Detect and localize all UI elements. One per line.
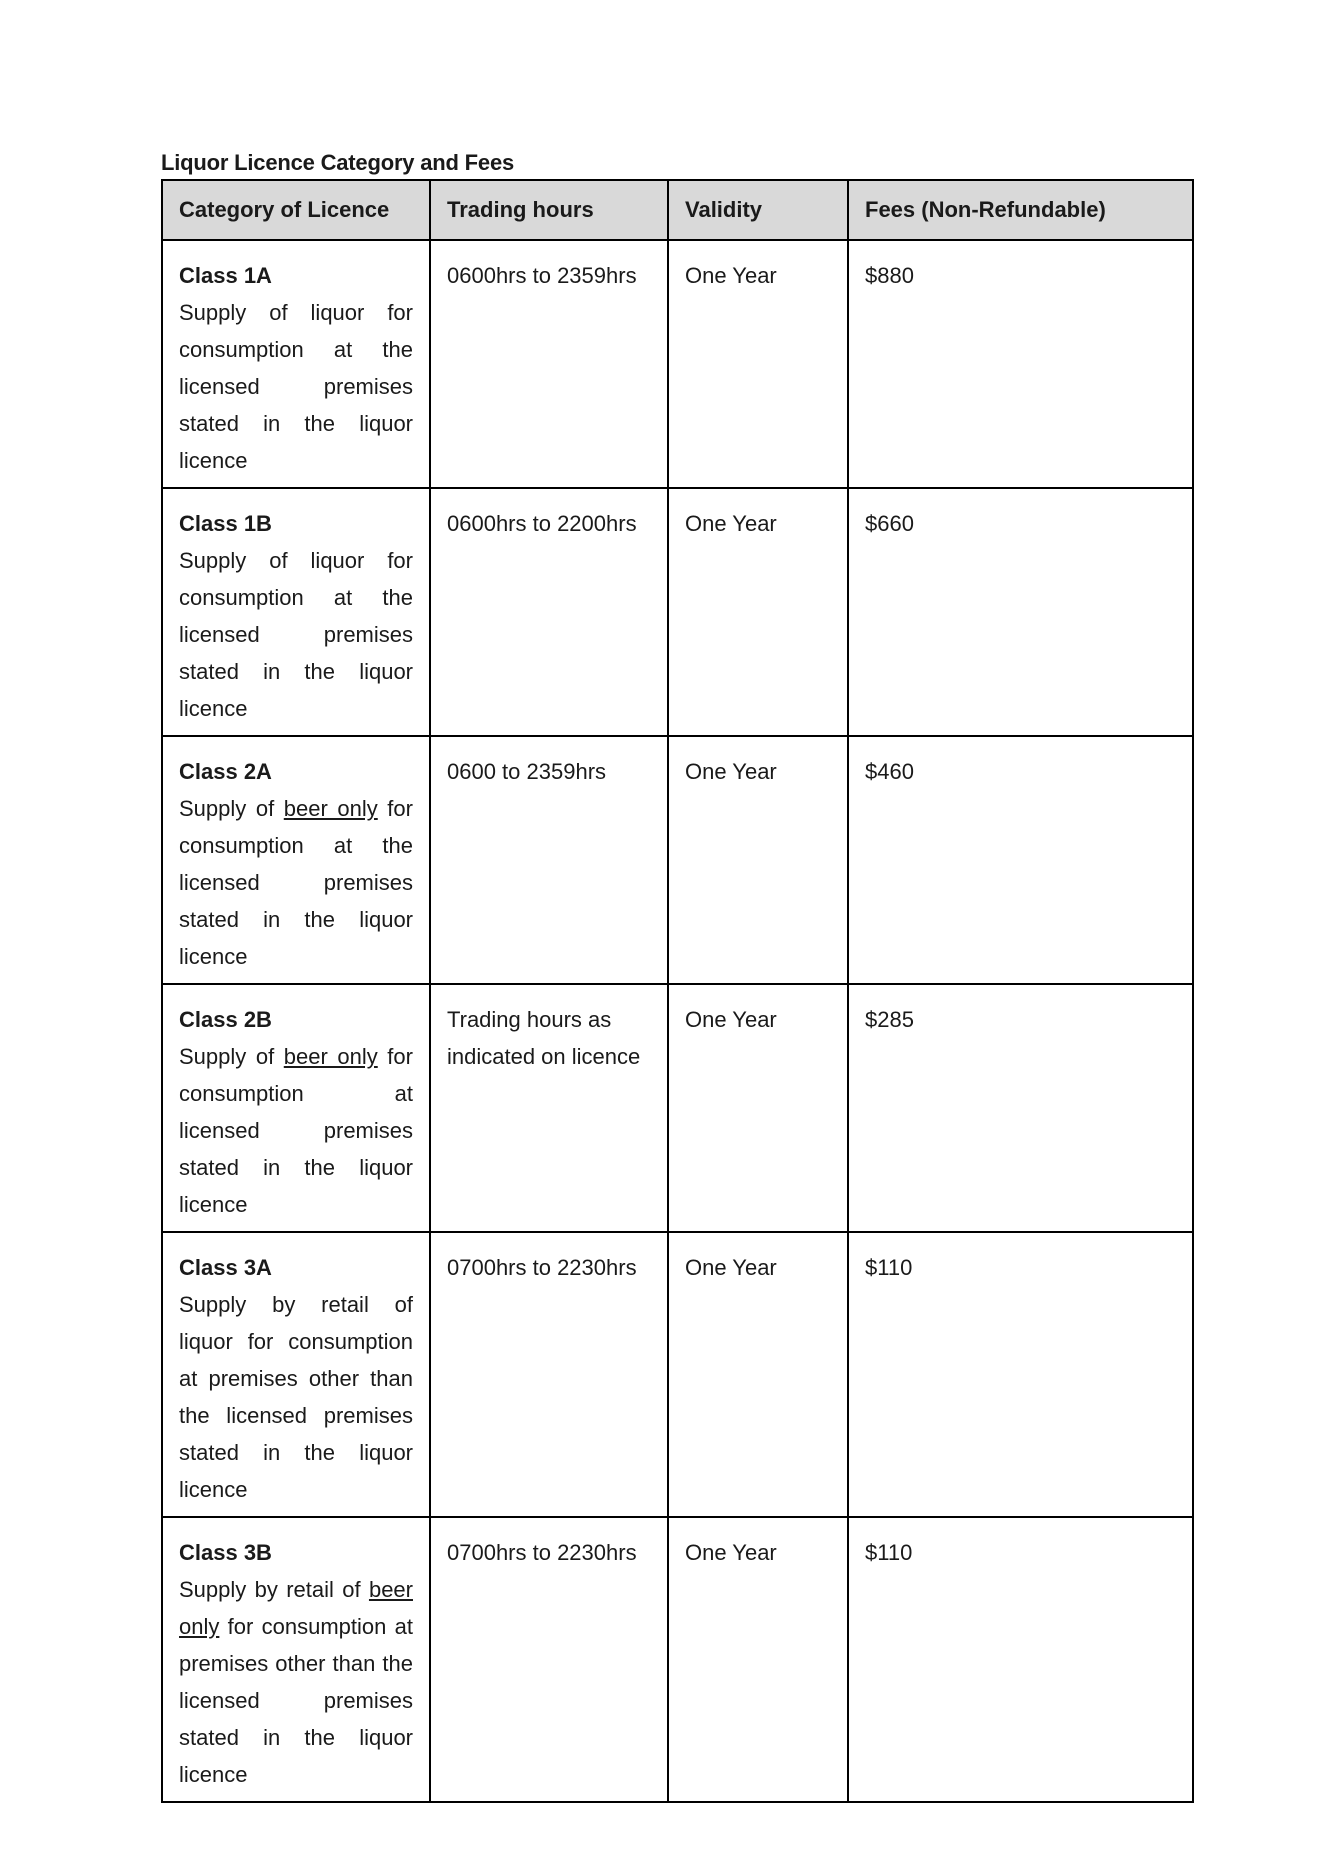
category-cell bbox=[162, 488, 430, 736]
category-cell bbox=[162, 240, 430, 488]
header-fees: Fees (Non-Refundable) bbox=[848, 180, 1193, 240]
trading-hours-cell: 0600 to 2359hrs bbox=[430, 736, 668, 984]
table-row bbox=[162, 1517, 1193, 1802]
desc-underlined: beer only bbox=[179, 1577, 413, 1639]
desc-underlined: beer only bbox=[283, 1044, 378, 1069]
desc-underlined: beer only bbox=[283, 796, 378, 821]
class-name: Class 2B bbox=[179, 1007, 272, 1032]
class-description bbox=[179, 1571, 413, 1793]
desc-text: Supply by retail of liquor for consumption at premises other than the licensed premises stated in the liquor licence bbox=[179, 1292, 413, 1502]
desc-text: Supply of liquor for consumption at the licensed premises stated in the liquor licence bbox=[179, 300, 413, 473]
fee-cell: $285 bbox=[848, 984, 1193, 1232]
class-name: Class 2A bbox=[179, 759, 272, 784]
desc-text-rest: for consumption at premises other than the licensed premises stated in the liquor licence bbox=[179, 1614, 413, 1787]
table-row bbox=[162, 240, 1193, 488]
trading-hours-cell: Trading hours as indicated on licence bbox=[430, 984, 668, 1232]
class-description bbox=[179, 294, 413, 479]
header-validity: Validity bbox=[668, 180, 848, 240]
fee-cell: $110 bbox=[848, 1517, 1193, 1802]
desc-text-rest: for consumption at the licensed premises stated in the liquor licence bbox=[179, 796, 413, 969]
table-row bbox=[162, 1232, 1193, 1517]
fee-cell: $880 bbox=[848, 240, 1193, 488]
header-row bbox=[162, 180, 1193, 240]
class-name: Class 3A bbox=[179, 1255, 272, 1280]
validity-cell: One Year bbox=[668, 984, 848, 1232]
fee-cell: $660 bbox=[848, 488, 1193, 736]
class-description bbox=[179, 1038, 413, 1223]
desc-text-rest: for consumption at licensed premises stated in the liquor licence bbox=[179, 1044, 413, 1217]
fee-cell: $460 bbox=[848, 736, 1193, 984]
trading-hours-cell: 0700hrs to 2230hrs bbox=[430, 1232, 668, 1517]
category-cell bbox=[162, 984, 430, 1232]
class-description bbox=[179, 790, 413, 975]
table-body bbox=[162, 240, 1193, 1802]
validity-cell: One Year bbox=[668, 1232, 848, 1517]
desc-text: Supply by retail of bbox=[179, 1577, 369, 1602]
fee-cell: $110 bbox=[848, 1232, 1193, 1517]
table-row bbox=[162, 984, 1193, 1232]
validity-cell: One Year bbox=[668, 488, 848, 736]
licence-fees-table bbox=[161, 179, 1194, 1803]
document-title: Liquor Licence Category and Fees bbox=[161, 150, 515, 175]
category-cell bbox=[162, 736, 430, 984]
trading-hours-cell: 0600hrs to 2359hrs bbox=[430, 240, 668, 488]
validity-cell: One Year bbox=[668, 1517, 848, 1802]
desc-text: Supply of bbox=[179, 1044, 284, 1069]
table-row bbox=[162, 488, 1193, 736]
class-name: Class 3B bbox=[179, 1540, 272, 1565]
validity-cell: One Year bbox=[668, 240, 848, 488]
validity-cell: One Year bbox=[668, 736, 848, 984]
class-name: Class 1A bbox=[179, 263, 272, 288]
category-cell bbox=[162, 1232, 430, 1517]
desc-text: Supply of liquor for consumption at the licensed premises stated in the liquor licence bbox=[179, 548, 413, 721]
header-trading-hours: Trading hours bbox=[430, 180, 668, 240]
class-description bbox=[179, 1286, 413, 1508]
table-header bbox=[162, 180, 1193, 240]
class-name: Class 1B bbox=[179, 511, 272, 536]
header-category: Category of Licence bbox=[162, 180, 430, 240]
class-description bbox=[179, 542, 413, 727]
desc-text: Supply of bbox=[179, 796, 284, 821]
category-cell bbox=[162, 1517, 430, 1802]
trading-hours-cell: 0600hrs to 2200hrs bbox=[430, 488, 668, 736]
table-row bbox=[162, 736, 1193, 984]
trading-hours-cell: 0700hrs to 2230hrs bbox=[430, 1517, 668, 1802]
